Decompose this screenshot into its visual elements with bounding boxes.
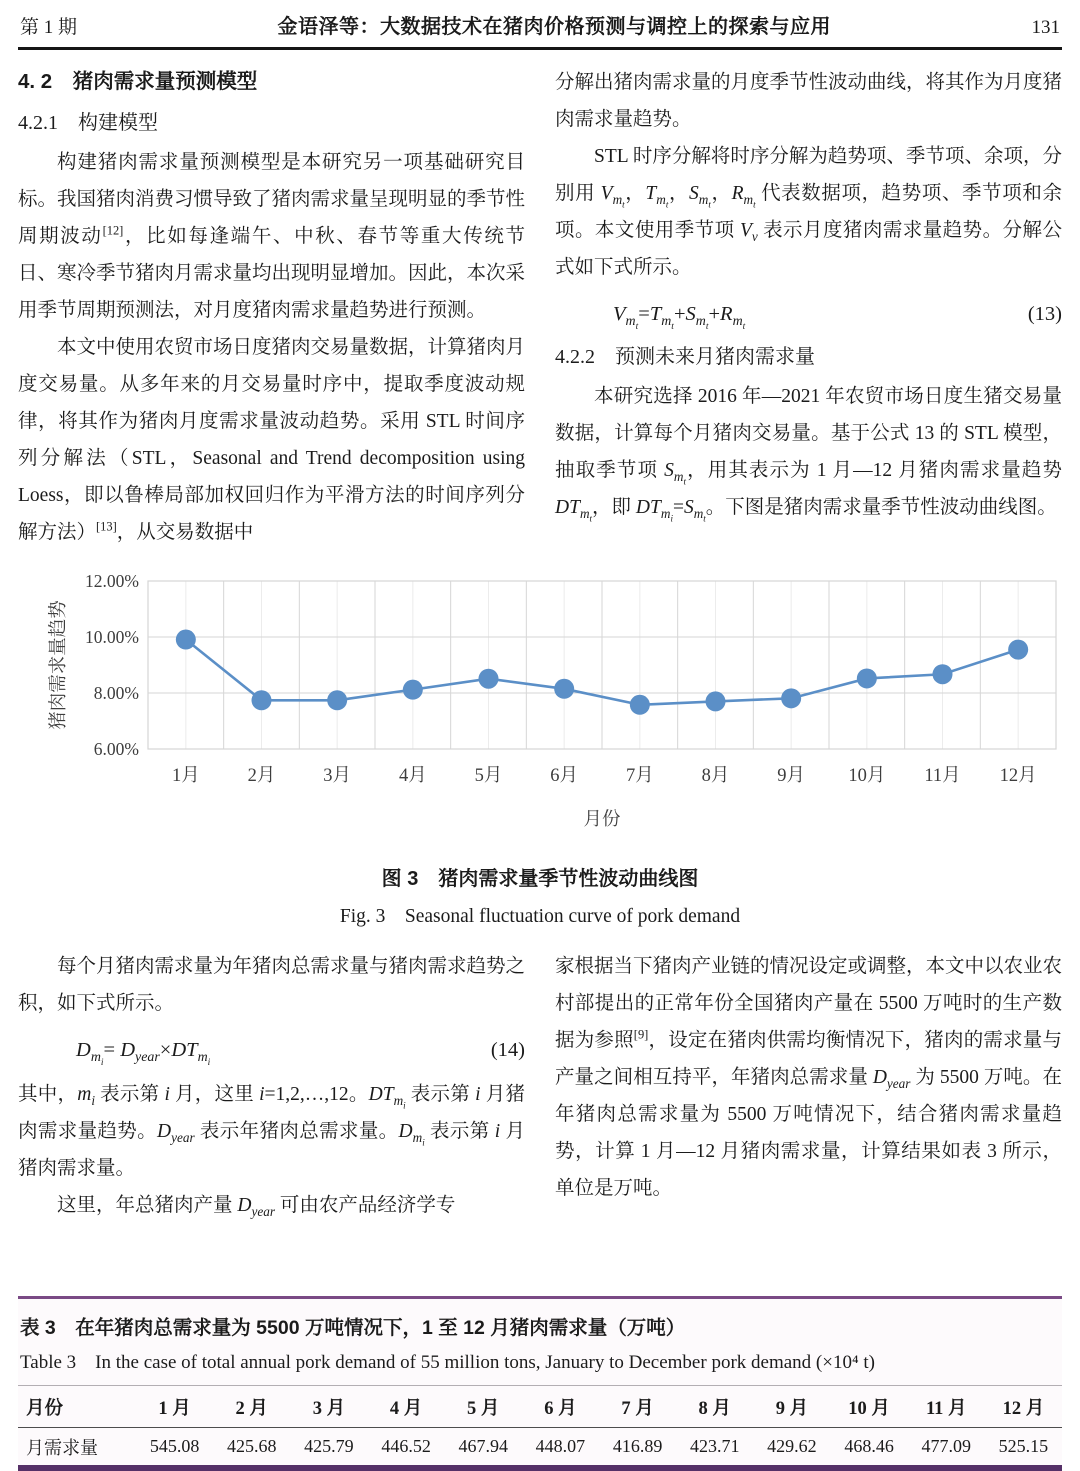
y-axis-title: 猪肉需求量趋势 — [49, 600, 69, 730]
table-header-cell: 2 月 — [235, 1398, 268, 1419]
x-tick-label: 3月 — [323, 766, 352, 786]
data-point — [403, 680, 423, 700]
table-cell: 477.09 — [921, 1436, 971, 1456]
table-caption-en: Table 3 In the case of total annual pork demand of 55 million tons, January to December pork demand (×10⁴ t) — [20, 1352, 875, 1373]
x-tick-label: 1月 — [171, 766, 200, 786]
data-point — [479, 669, 499, 689]
paragraph: 构建猪肉需求量预测模型是本研究另一项基础研究目标。我国猪肉消费习惯导致了猪肉需求量呈现明显的季节性周期波动[12]，比如每逢端午、中秋、春节等重大传统节日、寒冷季节猪肉月需求量均出现明显增加。因此，本次采用季节周期预测法，对月度猪肉需求量趋势进行预测。 — [18, 152, 526, 321]
page-header — [18, 8, 1062, 50]
y-tick-label: 12.00% — [85, 571, 139, 591]
table-header-cell: 10 月 — [848, 1398, 890, 1419]
equation-13 — [555, 299, 1062, 332]
paragraph: 家根据当下猪肉产业链的情况设定或调整，本文中以农业农村部提出的正常年份全国猪肉产量在 5500 万吨时的生产数据为参照[9]，设定在猪肉供需均衡情况下，猪肉的需求量与产量之间相互持平，年猪肉总需求量 $D_{year}$ 为 5500 万吨。在年猪肉总需求量为 5500 万吨情况下，结合猪肉需求量趋势，计算 1 月—12 月猪肉需求量，计算结果如表 3 所示，单位是万吨。 — [555, 956, 1063, 1199]
table-row-label: 月需求量 — [26, 1437, 98, 1458]
equation-14-number: (14) — [490, 1039, 525, 1061]
data-point — [630, 695, 650, 715]
table-header-cell: 3 月 — [312, 1398, 346, 1419]
lower-columns — [18, 948, 1062, 1224]
table-header-row — [18, 1385, 1062, 1427]
table-cell: 525.15 — [998, 1436, 1049, 1456]
section-heading-4-2: 4. 2 猪肉需求量预测模型 — [18, 70, 258, 93]
table-header-cell: 11 月 — [925, 1398, 967, 1419]
x-tick-label: 9月 — [777, 766, 806, 786]
table-header-cell: 8 月 — [698, 1398, 731, 1419]
table-cell: 425.68 — [226, 1436, 277, 1456]
figure-caption-en: Fig. 3 Seasonal fluctuation curve of pork demand — [339, 906, 741, 927]
table-header-cell: 9 月 — [775, 1398, 809, 1419]
data-point — [327, 690, 347, 710]
table-cell: 416.89 — [612, 1436, 663, 1456]
table-data-row — [18, 1427, 1062, 1471]
x-tick-label: 2月 — [247, 766, 276, 786]
data-point — [933, 664, 953, 684]
right-column-lower — [555, 948, 1062, 1224]
figure-3-chart — [18, 567, 1062, 928]
y-tick-label: 6.00% — [93, 739, 139, 759]
section-heading-4-2-1: 4.2.1 构建模型 — [18, 112, 158, 134]
data-point — [554, 679, 574, 699]
x-tick-label: 6月 — [550, 766, 579, 786]
x-axis-title: 月份 — [583, 810, 621, 830]
x-tick-label: 10月 — [848, 766, 886, 786]
table-cell: 446.52 — [381, 1436, 431, 1456]
paragraph: 这里，年总猪肉产量 $D_{year}$ 可由农产品经济学专 — [57, 1195, 456, 1219]
table-header-month-col: 月份 — [26, 1398, 64, 1419]
table-caption-cn: 表 3 在年猪肉总需求量为 5500 万吨情况下，1 至 12 月猪肉需求量（万吨） — [20, 1317, 686, 1339]
equation-13-number: (13) — [1027, 303, 1062, 325]
y-tick-label: 10.00% — [85, 627, 139, 647]
data-point — [781, 688, 801, 708]
page-number: 131 — [1031, 17, 1060, 38]
paragraph: STL 时序分解将时序分解为趋势项、季节项、余项，分别用 $V_{m_t}$，$T_{m_t}$，$S_{m_t}$，$R_{m_t}$ 代表数据项，趋势项、季节项和余项。本文使用季节项 $V_v$ 表示月度猪肉需求量趋势。分解公式如下式所示。 — [555, 146, 1062, 278]
x-tick-label: 8月 — [701, 766, 730, 786]
table-3 — [18, 1296, 1062, 1471]
x-tick-label: 7月 — [625, 766, 654, 786]
x-tick-label: 12月 — [999, 766, 1037, 786]
table-header-cell: 12 月 — [1002, 1398, 1045, 1419]
running-title: 金语泽等：大数据技术在猪肉价格预测与调控上的探索与应用 — [277, 16, 831, 38]
table-cell: 425.79 — [304, 1436, 354, 1456]
x-tick-label: 11月 — [924, 766, 961, 786]
left-column — [18, 64, 525, 551]
equation-13-body: $V_{m_t}=T_{m_t}+S_{m_t}+R_{m_t}$ — [613, 303, 746, 332]
data-point — [176, 630, 196, 650]
table-cell: 545.08 — [149, 1436, 200, 1456]
paragraph: 其中，$m_i$ 表示第 i 月，这里 i=1,2,…,12。$DT_{m_i}$ 表示第 i 月猪肉需求量趋势。$D_{year}$ 表示年猪肉总需求量。$D_{m_i}$ 表示第 i 月猪肉需求量。 — [18, 1084, 525, 1179]
data-point — [1008, 640, 1028, 660]
table-cell: 423.71 — [689, 1436, 740, 1456]
table-header-cell: 7 月 — [621, 1398, 654, 1419]
data-point — [252, 690, 272, 710]
right-column — [555, 64, 1062, 551]
paragraph: 分解出猪肉需求量的月度季节性波动曲线，将其作为月度猪肉需求量趋势。 — [555, 72, 1063, 130]
left-column-lower — [18, 948, 525, 1224]
table-cell: 429.62 — [767, 1436, 817, 1456]
equation-14-body: $D_{m_i}= D_{year}\times DT_{m_i}$ — [76, 1039, 211, 1068]
table-cell: 467.94 — [458, 1436, 508, 1456]
upper-columns — [18, 64, 1062, 551]
table-cell: 468.46 — [844, 1436, 894, 1456]
demand-chart — [18, 567, 1062, 845]
table-header-cell: 4 月 — [389, 1398, 423, 1419]
equation-14 — [18, 1035, 525, 1068]
journal-issue: 第 1 期 — [20, 17, 78, 38]
paragraph: 每个月猪肉需求量为年猪肉总需求量与猪肉需求趋势之积，如下式所示。 — [18, 956, 526, 1014]
data-point — [706, 691, 726, 711]
paragraph: 本文中使用农贸市场日度猪肉交易量数据，计算猪肉月度交易量。从多年来的月交易量时序中，提取季度波动规律，将其作为猪肉月度需求量波动趋势。采用 STL 时间序列分解法（STL，Seasonal and Trend decomposition using Loess，即以鲁棒局部加权回归作为平滑方法的时间序列分解方法）[13]，从交易数据中 — [18, 337, 526, 543]
table-cell: 448.07 — [535, 1436, 586, 1456]
y-tick-label: 8.00% — [93, 683, 139, 703]
paragraph: 本研究选择 2016 年—2021 年农贸市场日度生猪交易量数据，计算每个月猪肉交易量。基于公式 13 的 STL 模型，抽取季节项 $S_{m_t}$，用其表示为 1 月—12 月猪肉需求量趋势 $DT_{m_t}$，即 $DT_{m_i}=S_{m_t}$。下图是猪肉需求量季节性波动曲线图。 — [555, 386, 1062, 524]
table-top-rule — [18, 1296, 1062, 1299]
figure-caption-cn: 图 3 猪肉需求量季节性波动曲线图 — [381, 868, 699, 890]
table-header-cell: 6 月 — [544, 1398, 577, 1419]
x-tick-label: 4月 — [398, 766, 427, 786]
table-header-cell: 5 月 — [467, 1398, 500, 1419]
section-heading-4-2-2: 4.2.2 预测未来月猪肉需求量 — [555, 346, 815, 368]
data-point — [857, 668, 877, 688]
table-header-cell: 1 月 — [158, 1398, 191, 1419]
x-tick-label: 5月 — [474, 766, 503, 786]
